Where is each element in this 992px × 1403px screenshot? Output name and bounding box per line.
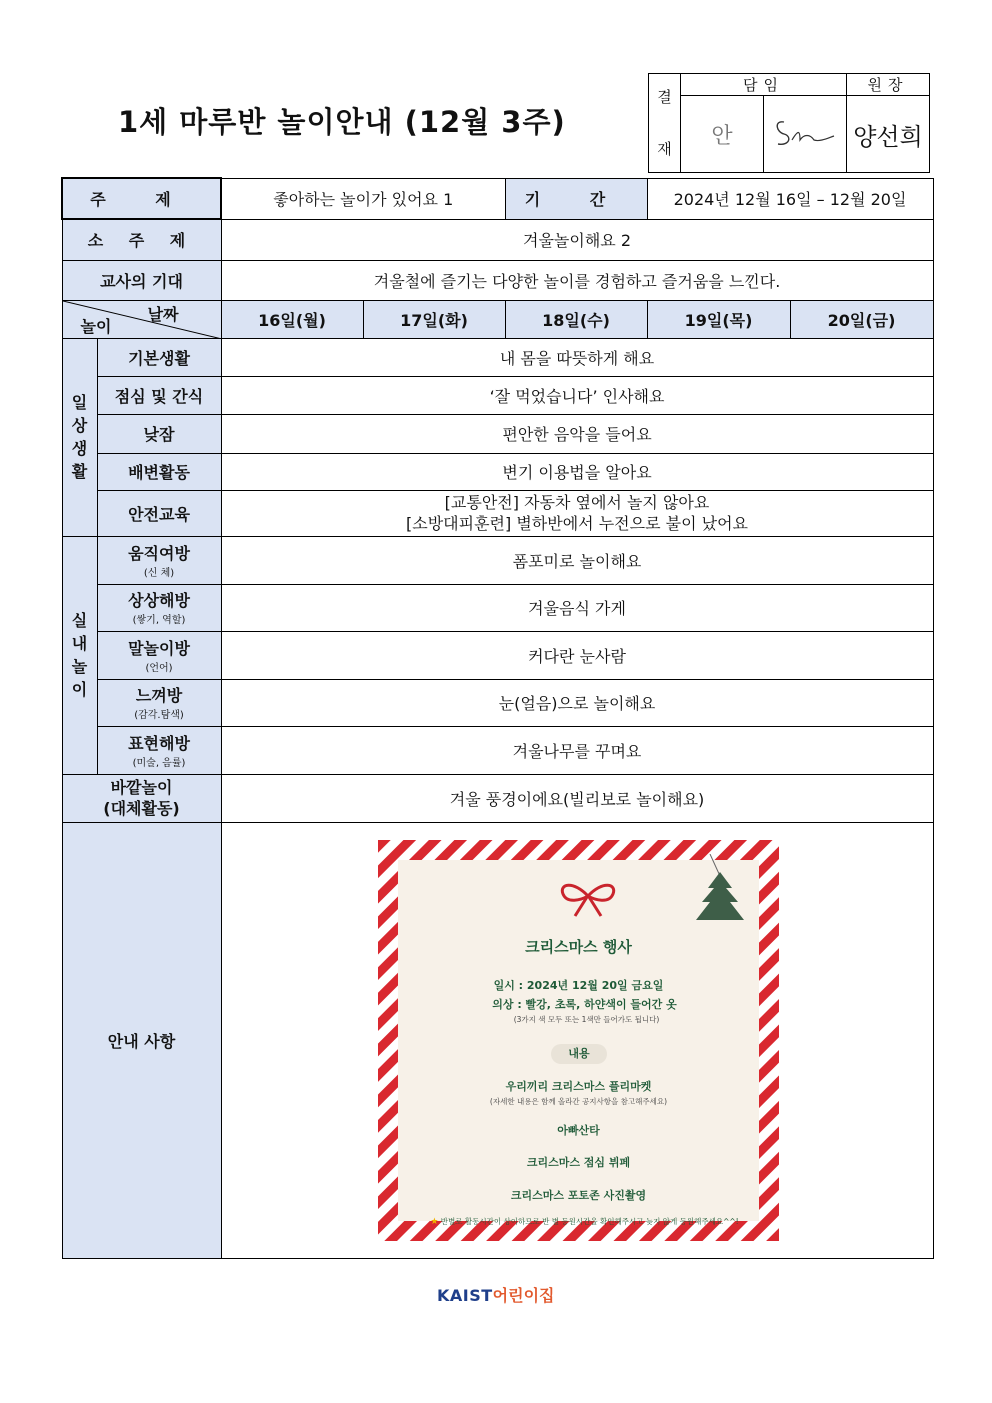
- daily-label: 배변활동: [97, 453, 221, 490]
- signature-scribble-icon: [770, 112, 840, 152]
- teacher-signature-1: 안: [681, 96, 764, 173]
- daily-label: 기본생활: [97, 338, 221, 376]
- safety-line-1: [교통안전] 자동차 옆에서 놀지 않아요: [444, 493, 710, 512]
- expectation-value: 겨울철에 즐기는 다양한 놀이를 경험하고 즐거움을 느낀다.: [221, 260, 933, 300]
- daily-value: 변기 이용법을 알아요: [221, 453, 933, 490]
- poster-item: 크리스마스 점심 뷔페: [526, 1156, 631, 1169]
- poster-dress-note: (3가지 색 모두 또는 1색만 들어가도 됩니다): [513, 1015, 660, 1024]
- daily-label: 점심 및 간식: [97, 376, 221, 414]
- poster-dress: 의상 : 빨강, 초록, 하얀색이 들어간 옷: [492, 998, 677, 1011]
- day-header: 18일(수): [505, 300, 647, 338]
- theme-label: 주 제: [62, 178, 221, 219]
- daily-label: 안전교육: [97, 490, 221, 536]
- play-axis-label: 놀이: [80, 316, 112, 336]
- indoor-label: 상상해방 (쌓기, 역할): [97, 584, 221, 631]
- day-header: 20일(금): [790, 300, 933, 338]
- indoor-label: 말놀이방 (언어): [97, 631, 221, 679]
- approval-label: 결 재: [649, 74, 681, 173]
- subtheme-value: 겨울놀이해요 2: [221, 219, 933, 260]
- director-header: 원장: [847, 74, 930, 96]
- indoor-value: 겨울음식 가게: [221, 584, 933, 631]
- notice-label: 안내 사항: [62, 822, 221, 1258]
- indoor-label: 느껴방 (감각.탐색): [97, 679, 221, 726]
- daily-life-group-label: 일 상 생 활: [62, 338, 97, 536]
- page-title: 1세 마루반 놀이안내 (12월 3주): [118, 105, 566, 139]
- outdoor-label: 바깥놀이 (대체활동): [62, 774, 221, 822]
- ribbon-bow-icon: [553, 878, 623, 918]
- christmas-poster: [378, 840, 779, 1241]
- indoor-value: 겨울나무를 꾸며요: [221, 726, 933, 774]
- safety-line-2: [소방대피훈련] 별하반에서 누전으로 불이 났어요: [406, 514, 748, 533]
- diagonal-header: [62, 300, 221, 338]
- expectation-label: 교사의 기대: [62, 260, 221, 300]
- indoor-label: 표현해방 (미술, 음률): [97, 726, 221, 774]
- date-axis-label: 날짜: [147, 304, 179, 324]
- kaist-kindergarten-logo: KAIST어린이집: [437, 1286, 555, 1305]
- daily-value: [221, 490, 933, 536]
- poster-content: [398, 860, 759, 1227]
- poster-item: 아빠산타: [557, 1124, 600, 1137]
- director-signature: 양선희: [847, 96, 930, 173]
- day-header: 17일(화): [363, 300, 505, 338]
- indoor-play-group-label: 실 내 놀 이: [62, 536, 97, 774]
- indoor-label: 움직여방 (신 체): [97, 536, 221, 584]
- subtheme-label: 소 주 제: [62, 219, 221, 260]
- approval-box: [648, 73, 930, 173]
- outdoor-value: 겨울 풍경이에요(빌리보로 놀이해요): [221, 774, 933, 822]
- daily-value: ‘잘 먹었습니다’ 인사해요: [221, 376, 933, 414]
- poster-item: 크리스마스 포토존 사진촬영: [510, 1189, 647, 1202]
- indoor-value: 폼포미로 놀이해요: [221, 536, 933, 584]
- period-value: 2024년 12월 16일 – 12월 20일: [647, 178, 933, 219]
- day-header: 19일(목): [647, 300, 790, 338]
- theme-value: 좋아하는 놀이가 있어요 1: [221, 178, 505, 219]
- day-header: 16일(월): [221, 300, 363, 338]
- indoor-value: 커다란 눈사람: [221, 631, 933, 679]
- teacher-signature-2: [764, 96, 847, 173]
- indoor-value: 눈(얼음)으로 놀이해요: [221, 679, 933, 726]
- daily-label: 낮잠: [97, 414, 221, 453]
- poster-item-note: (자세한 내용은 함께 올라간 공지사항을 참고해주세요): [489, 1097, 668, 1106]
- daily-value: 편안한 음악을 들어요: [221, 414, 933, 453]
- christmas-tree-ornament-icon: [690, 854, 750, 934]
- poster-item: 우리끼리 크리스마스 플리마켓: [505, 1080, 652, 1093]
- star-icon: ★: [430, 1217, 439, 1227]
- poster-title: 크리스마스 행사: [525, 938, 632, 956]
- teacher-header: 담임: [681, 74, 847, 96]
- poster-content-label: 내용: [551, 1044, 607, 1064]
- poster-footnote: ★ 반별로 활동시간이 상이하므로 반 별 등원시간을 확인해주시고 늦지 않게 등원해주세요^^!: [430, 1217, 739, 1227]
- period-label: 기 간: [505, 178, 647, 219]
- poster-date: 일시 : 2024년 12월 20일 금요일: [493, 979, 664, 992]
- daily-value: 내 몸을 따뜻하게 해요: [221, 338, 933, 376]
